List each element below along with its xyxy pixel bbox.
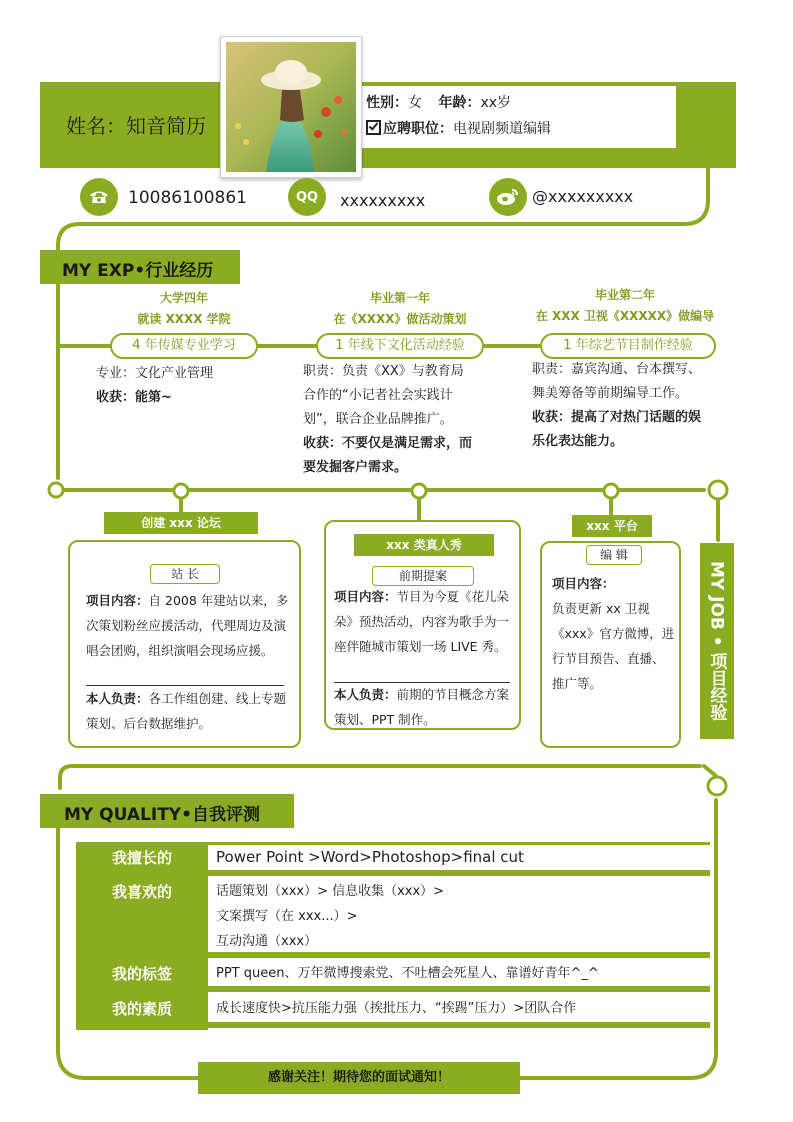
quality-row-2-line-3: 互动沟通（xxx） — [216, 934, 318, 949]
exp-item-detail: 就读 XXXX 学院 — [137, 312, 231, 326]
resp-text: 前期的节目概念方案策划、PPT 制作。 — [334, 687, 510, 727]
resp-label: 本人负责： — [86, 691, 149, 706]
quality-label-3: 我的标签 — [111, 965, 172, 983]
exp-major-value: 文化产业管理 — [135, 366, 214, 381]
job-card-1-role: 站 长 — [150, 564, 220, 584]
exp-item-1-body — [96, 362, 296, 410]
quality-row-2-line-2: 文案撰写（在 xxx...）> — [216, 909, 358, 924]
exp-item-detail: 在 XXX 卫视《XXXXX》做编导 — [535, 309, 715, 323]
job-card-2-resp — [334, 682, 514, 732]
qq-icon: QQ — [288, 178, 326, 216]
exp-item-3-duty: 职责：嘉宾沟通、台本撰写、舞美筹备等前期编导工作。 — [532, 362, 702, 401]
exp-item-detail: 在《XXXX》做活动策划 — [333, 312, 467, 326]
exp-item-1-pill: 4 年传媒专业学习 — [110, 333, 258, 359]
resp-label: 本人负责： — [334, 687, 397, 702]
job-card-3-role: 编 辑 — [586, 545, 642, 565]
profile-photo-frame — [220, 36, 362, 178]
checkbox-icon — [366, 120, 381, 135]
exp-item-1-header — [108, 288, 260, 330]
quality-divider — [76, 952, 710, 958]
exp-title: MY EXP•行业经历 — [62, 261, 214, 281]
job-card-1-resp — [86, 686, 290, 736]
footer-thanks: 感谢关注！期待您的面试通知！ — [198, 1062, 520, 1094]
quality-label-4: 我的素质 — [111, 1000, 172, 1018]
age-label: 年龄： — [438, 95, 481, 111]
quality-label-2: 我喜欢的 — [111, 883, 172, 901]
content-label: 项目内容： — [552, 576, 615, 591]
content-text: 自 2008 年建站以来，多次策划粉丝应援活动，代理周边及演唱会团购，组织演唱会现场应援。 — [86, 593, 289, 658]
quality-divider — [208, 870, 710, 876]
position-line — [366, 118, 551, 138]
exp-gain-label: 收获： — [96, 390, 136, 405]
job-card-1-content — [86, 588, 290, 663]
exp-item-period: 大学四年 — [159, 291, 208, 305]
weibo-icon — [489, 178, 527, 216]
position-label: 应聘职位： — [383, 121, 453, 137]
qq-number: xxxxxxxxx — [340, 191, 426, 210]
gender-age-line — [366, 92, 511, 112]
resp-text: 各工作组创建、线上专题策划、后台数据维护。 — [86, 691, 287, 731]
phone-icon — [80, 178, 118, 216]
job-card-2-label: xxx 类真人秀 — [354, 534, 494, 556]
gender-value: 女 — [408, 95, 422, 111]
job-vertical-title: MY JOB • 项目经验 — [700, 543, 734, 739]
exp-item-3-gain: 收获：提高了对热门话题的娱乐化表达能力。 — [532, 410, 702, 449]
quality-row-1-text: Power Point >Word>Photoshop>final cut — [216, 848, 524, 866]
exp-item-2-pill: 1 年线下文化活动经验 — [316, 333, 484, 359]
quality-row-4-text: 成长速度快>抗压能力强（挨批压力、“挨踢”压力）>团队合作 — [216, 1001, 577, 1016]
weibo-account: @xxxxxxxxx — [532, 187, 634, 206]
exp-major-label: 专业： — [96, 366, 136, 381]
exp-item-2-gain: 收获：不要仅是满足需求，而要发掘客户需求。 — [303, 436, 473, 475]
content-text: 负责更新 xx 卫视《xxx》官方微博，进行节目预告、直播、推广等。 — [552, 601, 675, 691]
job-card-3-label: xxx 平台 — [572, 515, 652, 537]
quality-label-1: 我擅长的 — [111, 849, 172, 867]
quality-divider — [208, 1022, 710, 1028]
exp-item-2-duty: 职责：负责《XX》与教育局合作的“小记者社会实践计划”，联合企业品牌推广。 — [303, 364, 464, 427]
job-card-3 — [540, 541, 681, 748]
job-card-2-role: 前期提案 — [372, 566, 474, 586]
age-value: xx岁 — [480, 95, 512, 111]
exp-item-3-header — [534, 285, 716, 327]
quality-row-3-text: PPT queen、万年微博搜索党、不吐槽会死星人、靠谱好青年^_^ — [216, 966, 599, 981]
job-card-2 — [324, 520, 521, 730]
exp-item-3-pill: 1 年综艺节目制作经验 — [540, 333, 716, 359]
exp-item-2-header — [316, 288, 484, 330]
content-label: 项目内容： — [86, 593, 149, 608]
job-card-3-content — [552, 571, 676, 696]
job-card-1-label: 创建 xxx 论坛 — [104, 512, 258, 534]
gender-label: 性别： — [366, 95, 408, 111]
exp-item-period: 毕业第一年 — [369, 291, 430, 305]
exp-item-period: 毕业第二年 — [594, 288, 655, 302]
quality-title: MY QUALITY•自我评测 — [64, 805, 260, 825]
quality-row-2-line-1: 话题策划（xxx）> 信息收集（xxx）> — [216, 884, 445, 899]
phone-number: 10086100861 — [128, 188, 247, 208]
content-text: 节目为今夏《花儿朵朵》预热活动，内容为歌手为一座伴随城市策划一场 LIVE 秀。 — [334, 589, 510, 654]
quality-divider — [208, 986, 710, 992]
position-value: 电视剧频道编辑 — [453, 121, 551, 137]
exp-gain-value: 能第~ — [135, 390, 172, 405]
profile-photo — [226, 42, 356, 172]
job-card-1 — [68, 540, 301, 748]
job-card-2-content — [334, 584, 514, 659]
content-label: 项目内容： — [334, 589, 397, 604]
name-text: 姓名：知音简历 — [66, 114, 206, 138]
